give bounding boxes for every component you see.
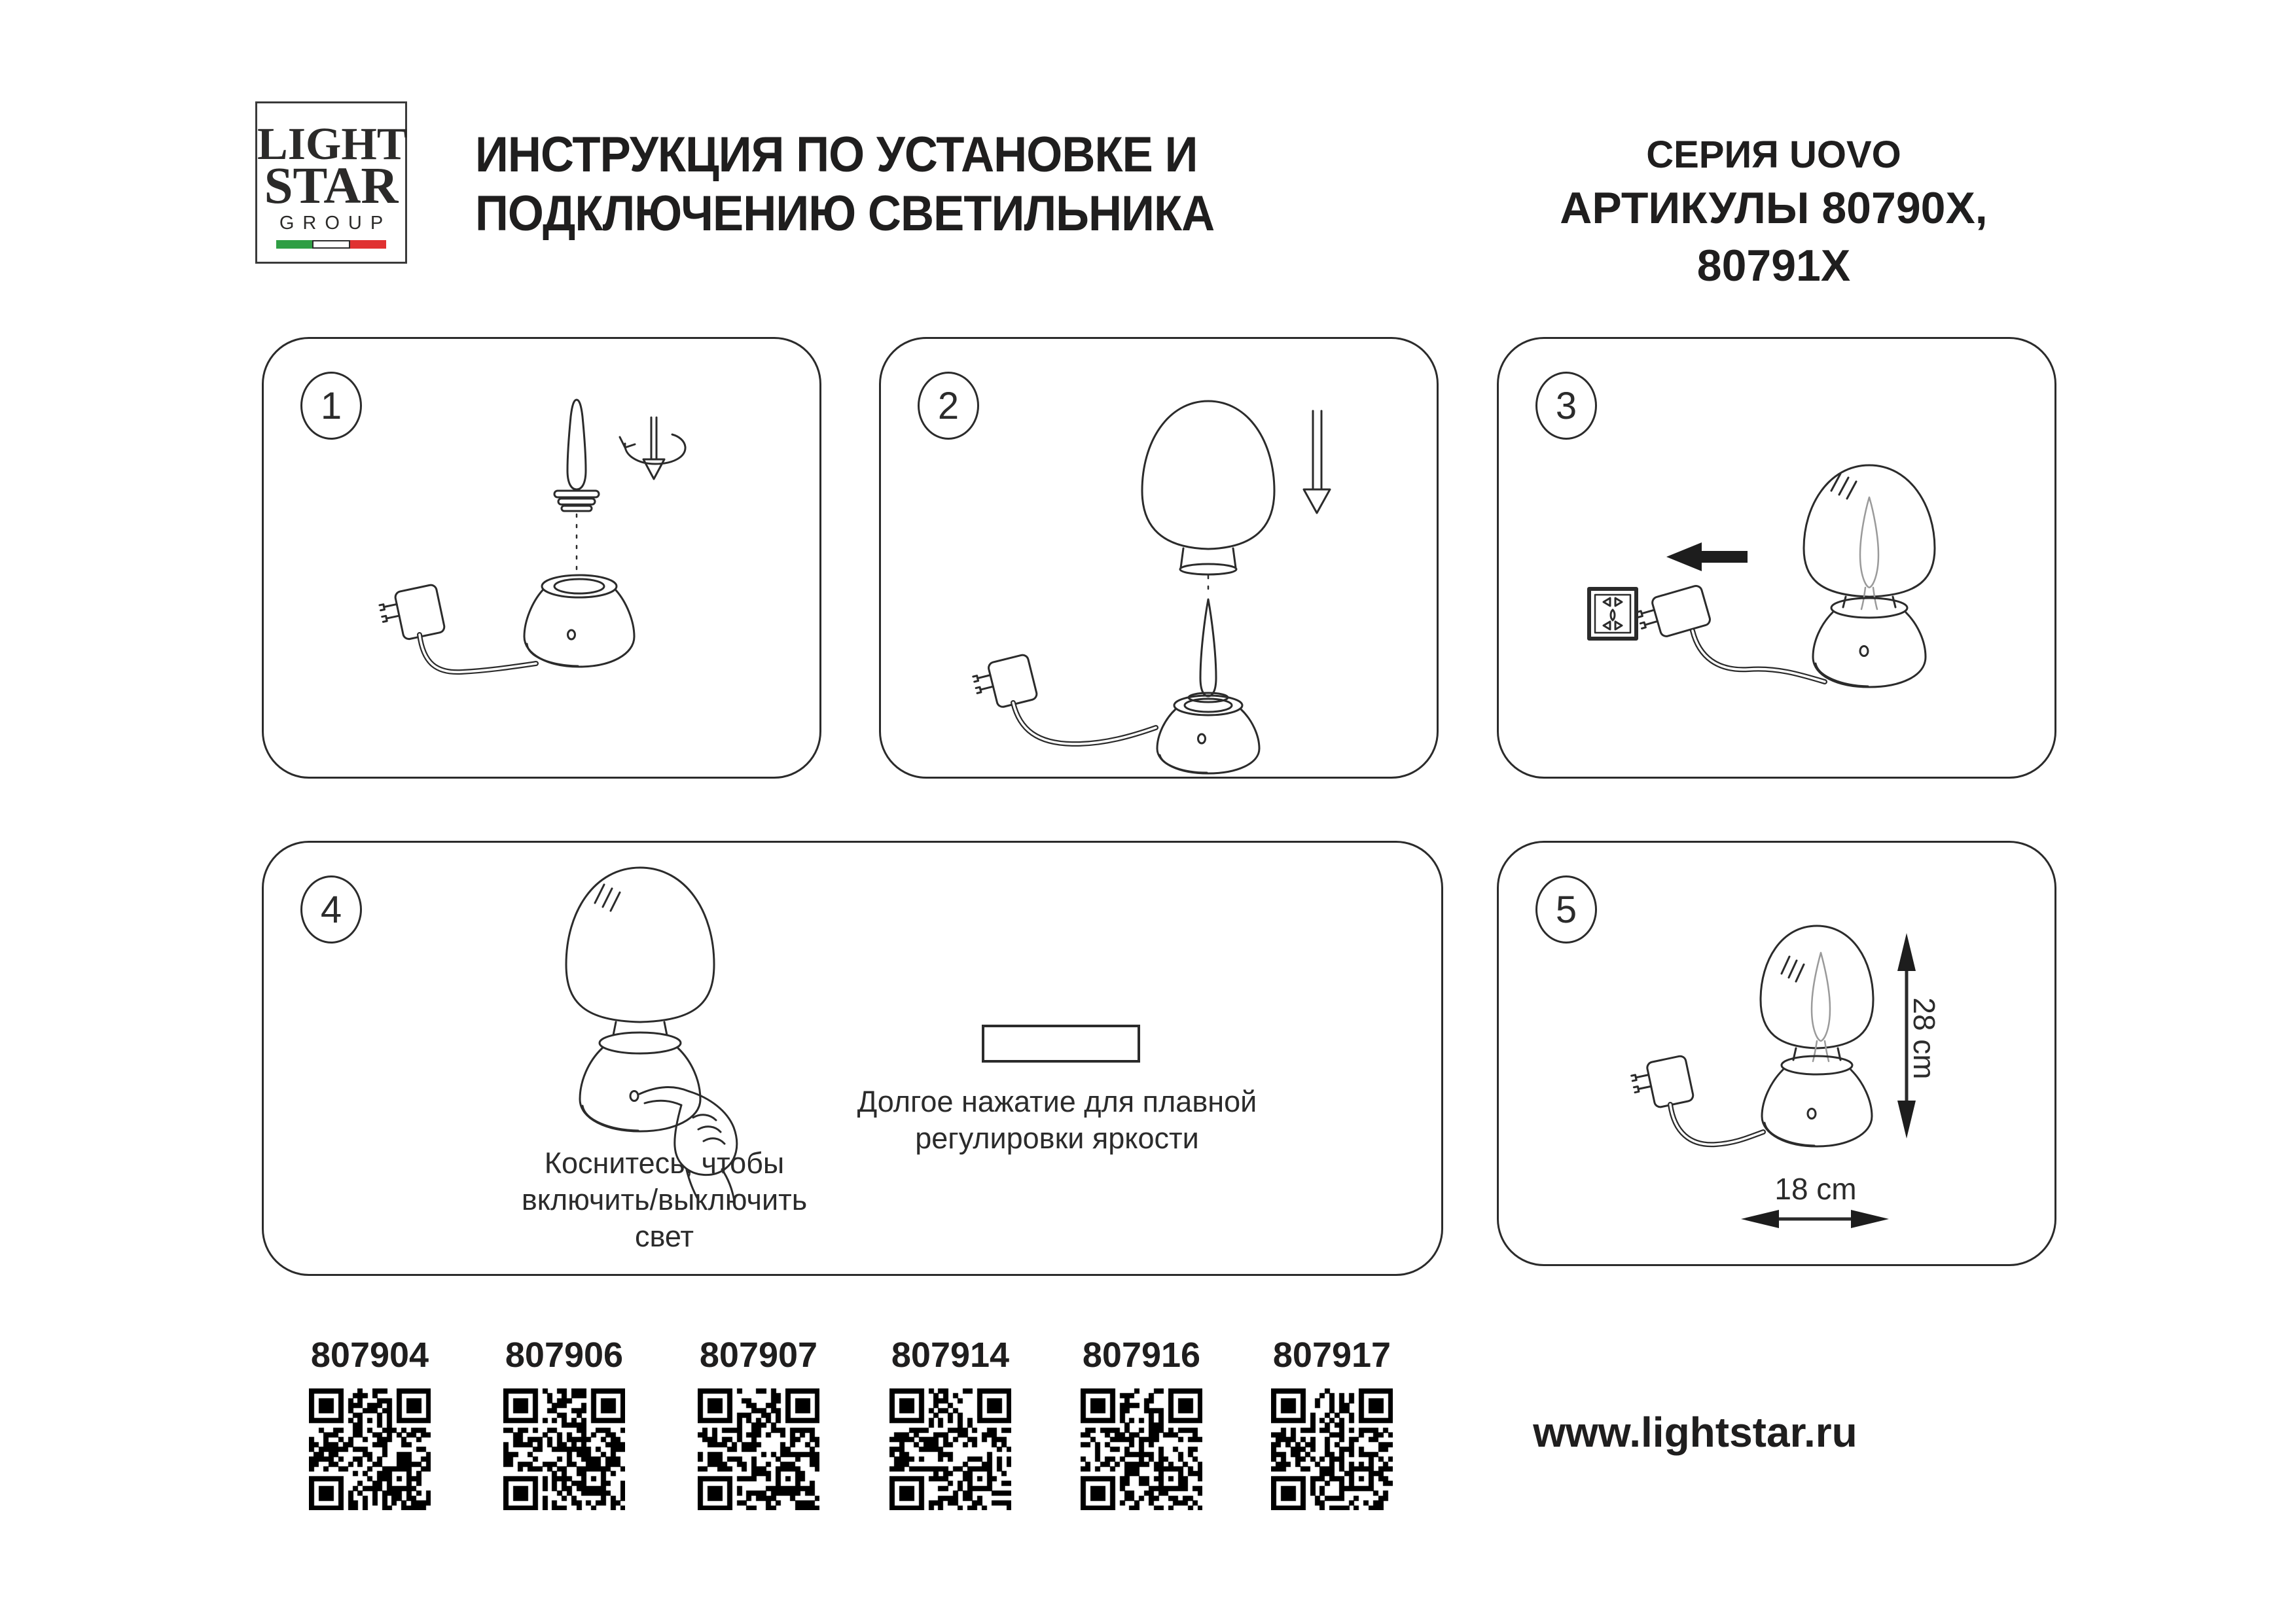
power-cable bbox=[420, 635, 536, 672]
power-cable bbox=[1693, 631, 1825, 682]
article-column bbox=[1266, 1335, 1397, 1375]
article-number: 807916 bbox=[1082, 1335, 1201, 1375]
article-number: 807917 bbox=[1272, 1335, 1391, 1375]
long-press-caption bbox=[841, 1084, 1273, 1157]
logo-word-star: STAR bbox=[264, 158, 399, 215]
article-column bbox=[693, 1335, 824, 1375]
long-press-indicator-rect bbox=[982, 1025, 1140, 1063]
qr-code bbox=[698, 1388, 819, 1510]
plug-in-arrow-icon bbox=[1666, 542, 1748, 571]
step-2-panel bbox=[879, 337, 1439, 779]
lamp-base-drawing bbox=[524, 575, 634, 667]
article-number: 807907 bbox=[699, 1335, 818, 1375]
logo-word-light: LIGHT bbox=[257, 119, 408, 169]
touch-caption-line2: включить/выключить свет bbox=[521, 1183, 808, 1253]
website-url: www.lightstar.ru bbox=[1533, 1409, 1857, 1456]
article-number: 807904 bbox=[310, 1335, 429, 1375]
power-adapter-icon bbox=[1630, 1055, 1695, 1112]
power-cable bbox=[1013, 703, 1156, 744]
article-number: 807914 bbox=[891, 1335, 1010, 1375]
step-1-panel bbox=[262, 337, 821, 779]
qr-code bbox=[503, 1388, 625, 1510]
lamp-base-drawing bbox=[1157, 696, 1259, 773]
page-title-line1: ИНСТРУКЦИЯ ПО УСТАНОВКЕ И bbox=[475, 127, 1198, 183]
italian-flag-bar bbox=[276, 240, 386, 249]
article-column bbox=[499, 1335, 630, 1375]
step-3-panel bbox=[1497, 337, 2056, 779]
power-cable bbox=[1670, 1104, 1763, 1144]
qr-code bbox=[1081, 1388, 1202, 1510]
screw-in-arrow-icon bbox=[620, 417, 685, 479]
logo-word-group: GROUP bbox=[279, 213, 392, 234]
flag-green-segment bbox=[276, 240, 312, 249]
article-number: 807906 bbox=[505, 1335, 624, 1375]
power-adapter-icon bbox=[1635, 584, 1712, 642]
article-column bbox=[1076, 1335, 1207, 1375]
flag-white-segment bbox=[312, 240, 351, 249]
long-press-caption-line2: регулировки яркости bbox=[915, 1121, 1199, 1155]
qr-code bbox=[309, 1388, 431, 1510]
height-dimension-label: 28 cm bbox=[1907, 997, 1941, 1080]
width-dimension-arrow bbox=[1741, 1210, 1889, 1228]
series-articles-line2: 80791Х bbox=[1696, 241, 1851, 291]
step-1-diagram bbox=[264, 339, 823, 781]
step-3-badge: 3 bbox=[1535, 372, 1597, 440]
page-title bbox=[475, 126, 1266, 243]
series-block bbox=[1525, 131, 2022, 294]
qr-code bbox=[1271, 1388, 1393, 1510]
wall-socket-icon bbox=[1589, 589, 1636, 639]
step-4-panel bbox=[262, 841, 1443, 1276]
lightstar-logo bbox=[255, 101, 407, 264]
step-5-panel bbox=[1497, 841, 2056, 1266]
assembled-lamp-drawing bbox=[1804, 465, 1935, 687]
diffuser-spike-icon bbox=[554, 400, 599, 511]
flag-red-segment bbox=[350, 240, 386, 249]
long-press-caption-line1: Долгое нажатие для плавной bbox=[857, 1085, 1257, 1118]
step-4-diagram bbox=[264, 843, 1445, 1278]
article-column bbox=[304, 1335, 435, 1375]
power-adapter-icon bbox=[378, 584, 445, 644]
assembled-lamp-drawing bbox=[1761, 926, 1873, 1146]
step-1-badge: 1 bbox=[300, 372, 362, 440]
power-adapter-icon bbox=[971, 654, 1037, 712]
step-5-badge: 5 bbox=[1535, 875, 1597, 944]
step-3-diagram bbox=[1499, 339, 2058, 781]
qr-code bbox=[889, 1388, 1011, 1510]
article-column bbox=[885, 1335, 1016, 1375]
press-down-arrow-icon bbox=[1304, 411, 1330, 513]
step-2-diagram bbox=[881, 339, 1441, 781]
series-articles-line1: АРТИКУЛЫ 80790Х, bbox=[1560, 183, 1988, 233]
glass-shade-icon bbox=[1142, 401, 1274, 574]
diffuser-spike-icon bbox=[1189, 599, 1228, 702]
step-4-badge: 4 bbox=[300, 875, 362, 944]
series-name: СЕРИЯ UOVO bbox=[1646, 133, 1901, 176]
width-dimension-label: 18 cm bbox=[1774, 1172, 1857, 1206]
touch-caption bbox=[501, 1145, 828, 1255]
step-2-badge: 2 bbox=[918, 372, 979, 440]
touch-caption-line1: Коснитесь, чтобы bbox=[544, 1146, 785, 1180]
page-title-line2: ПОДКЛЮЧЕНИЮ СВЕТИЛЬНИКА bbox=[475, 186, 1215, 241]
